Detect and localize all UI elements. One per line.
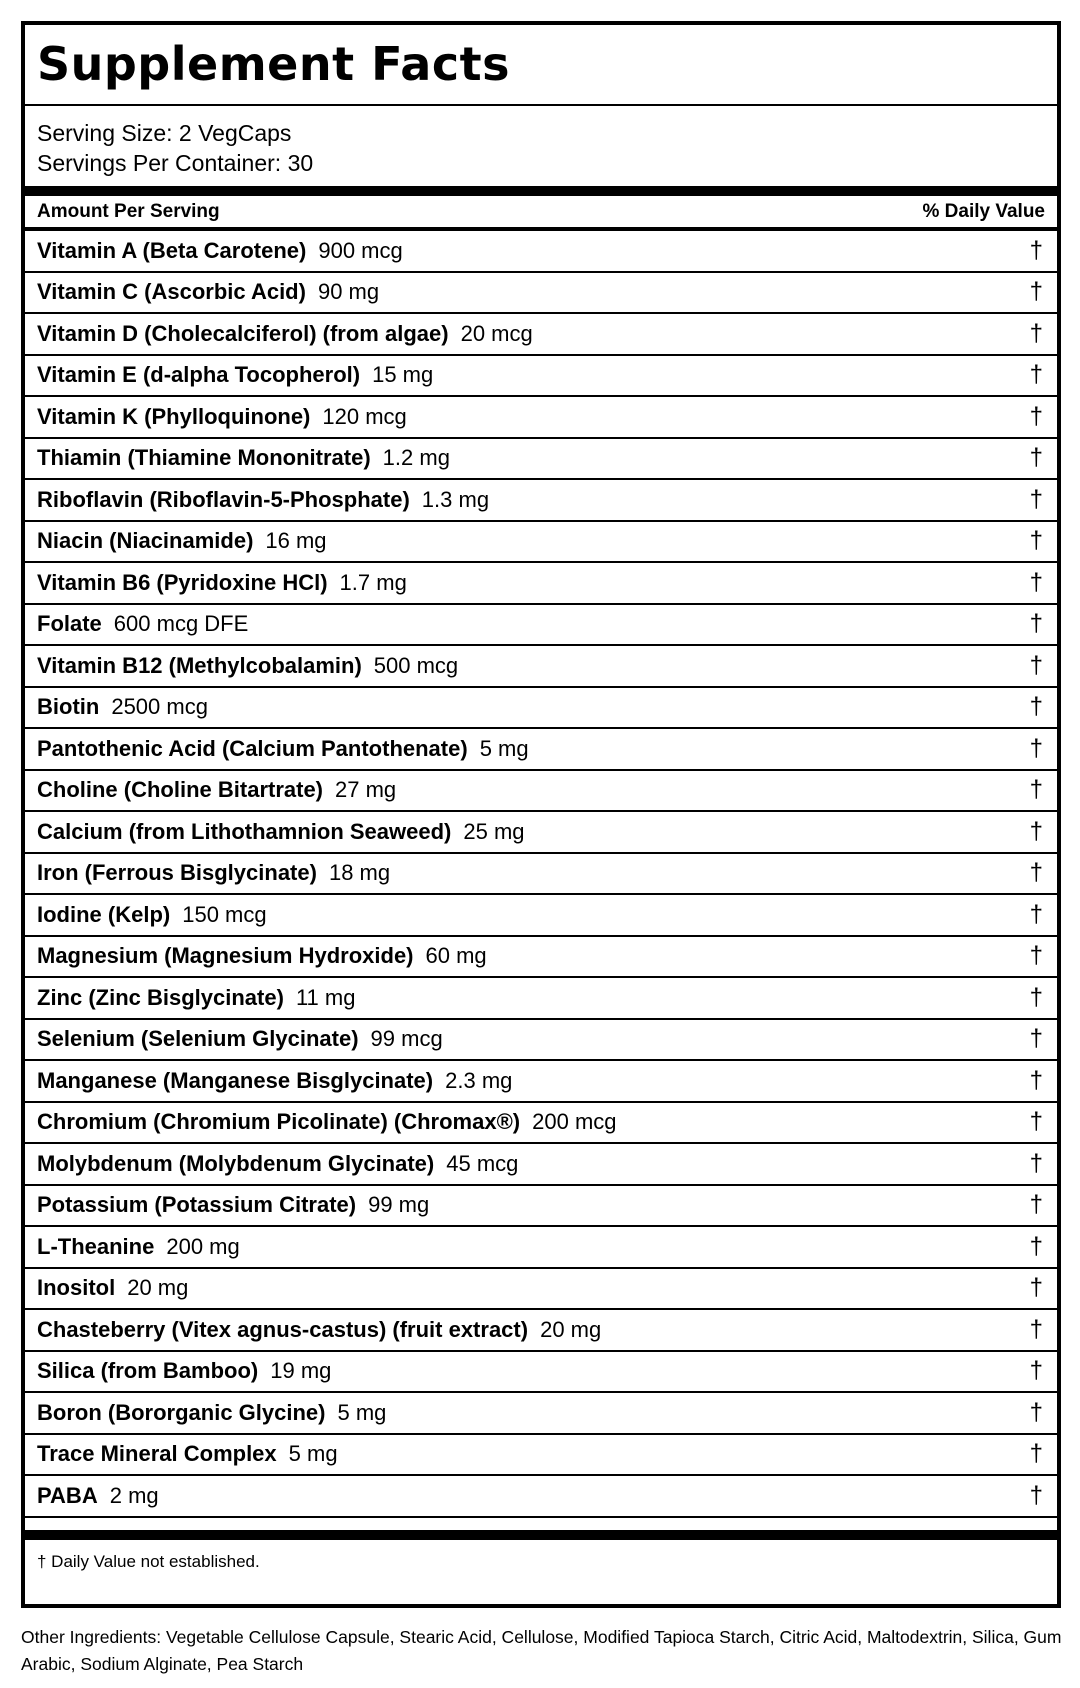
nutrient-name: Chromium (Chromium Picolinate) (Chromax®) <box>37 1109 521 1135</box>
daily-value-dagger: † <box>1029 817 1043 845</box>
thick-divider <box>25 186 1057 196</box>
nutrient-row <box>25 1227 1057 1269</box>
nutrient-amount: 25 mg <box>463 818 525 844</box>
nutrient-row <box>25 895 1057 937</box>
nutrient-name: Trace Mineral Complex <box>37 1441 277 1467</box>
nutrient-info <box>37 528 327 554</box>
nutrient-info <box>37 404 407 430</box>
nutrient-list <box>25 231 1057 1518</box>
nutrient-row <box>25 854 1057 896</box>
nutrient-info <box>37 1151 518 1177</box>
nutrient-amount: 1.7 mg <box>339 569 407 595</box>
nutrient-name: Molybdenum (Molybdenum Glycinate) <box>37 1150 435 1176</box>
daily-value-dagger: † <box>1029 734 1043 762</box>
nutrient-info <box>37 1192 429 1218</box>
nutrient-info <box>37 362 433 388</box>
nutrient-info <box>37 1234 240 1260</box>
nutrient-info <box>37 1483 159 1509</box>
nutrient-info <box>37 611 248 637</box>
nutrient-amount: 150 mcg <box>182 901 267 927</box>
daily-value-dagger: † <box>1029 568 1043 596</box>
daily-value-dagger: † <box>1029 776 1043 804</box>
nutrient-amount: 99 mg <box>368 1192 430 1218</box>
nutrient-amount: 2.3 mg <box>445 1067 513 1093</box>
daily-value-dagger: † <box>1029 1232 1043 1260</box>
nutrient-name: L-Theanine <box>37 1233 155 1259</box>
serving-info <box>25 106 1057 186</box>
daily-value-dagger: † <box>1029 527 1043 555</box>
daily-value-dagger: † <box>1029 942 1043 970</box>
daily-value-dagger: † <box>1029 859 1043 887</box>
nutrient-info <box>37 819 525 845</box>
nutrient-name: Thiamin (Thiamine Mononitrate) <box>37 445 371 471</box>
daily-value-dagger: † <box>1029 693 1043 721</box>
nutrient-name: Biotin <box>37 694 100 720</box>
nutrient-info <box>37 860 390 886</box>
nutrient-row <box>25 646 1057 688</box>
nutrient-name: Calcium (from Lithothamnion Seaweed) <box>37 818 452 844</box>
nutrient-info <box>37 985 355 1011</box>
nutrient-amount: 500 mcg <box>373 652 459 678</box>
footnote: † Daily Value not established. <box>37 1551 260 1571</box>
nutrient-row <box>25 563 1057 605</box>
daily-value-dagger: † <box>1029 444 1043 472</box>
daily-value-dagger: † <box>1029 1440 1043 1468</box>
nutrient-info <box>37 445 450 471</box>
nutrient-amount: 11 mg <box>295 984 356 1010</box>
nutrient-amount: 2 mg <box>109 1482 159 1508</box>
daily-value-dagger: † <box>1029 236 1043 264</box>
nutrient-row <box>25 978 1057 1020</box>
nutrient-name: Choline (Choline Bitartrate) <box>37 777 324 803</box>
nutrient-row <box>25 231 1057 273</box>
nutrient-info <box>37 1068 512 1094</box>
nutrient-row <box>25 771 1057 813</box>
nutrient-name: Potassium (Potassium Citrate) <box>37 1192 357 1218</box>
nutrient-name: Zinc (Zinc Bisglycinate) <box>37 984 284 1010</box>
nutrient-amount: 20 mg <box>540 1316 602 1342</box>
nutrient-info <box>37 1400 386 1426</box>
nutrient-name: Selenium (Selenium Glycinate) <box>37 1026 359 1052</box>
nutrient-name: Chasteberry (Vitex agnus-castus) (fruit extract) <box>37 1316 529 1342</box>
daily-value-dagger: † <box>1029 1149 1043 1177</box>
nutrient-name: Vitamin B12 (Methylcobalamin) <box>37 652 362 678</box>
nutrient-row <box>25 273 1057 315</box>
nutrient-amount: 90 mg <box>317 279 380 305</box>
nutrient-amount: 2500 mcg <box>111 694 208 720</box>
nutrient-row <box>25 1393 1057 1435</box>
nutrient-row <box>25 314 1057 356</box>
nutrient-row <box>25 1103 1057 1145</box>
thick-divider-bottom <box>25 1530 1057 1540</box>
daily-value-dagger: † <box>1029 1357 1043 1385</box>
nutrient-row <box>25 1476 1057 1518</box>
nutrient-row <box>25 1020 1057 1062</box>
nutrient-name: Magnesium (Magnesium Hydroxide) <box>37 943 414 969</box>
nutrient-amount: 60 mg <box>425 943 487 969</box>
daily-value-dagger: † <box>1029 319 1043 347</box>
nutrient-name: Iodine (Kelp) <box>37 901 171 927</box>
nutrient-amount: 5 mg <box>288 1441 338 1467</box>
nutrient-row <box>25 1352 1057 1394</box>
nutrient-amount: 900 mcg <box>318 237 403 263</box>
nutrient-amount: 27 mg <box>335 777 397 803</box>
nutrient-info <box>37 321 533 347</box>
nutrient-row <box>25 480 1057 522</box>
nutrient-row <box>25 439 1057 481</box>
nutrient-name: Vitamin C (Ascorbic Acid) <box>37 279 306 305</box>
nutrient-info <box>37 943 487 969</box>
nutrient-name: Boron (Bororganic Glycine) <box>37 1399 326 1425</box>
daily-value-dagger: † <box>1029 610 1043 638</box>
nutrient-name: Vitamin B6 (Pyridoxine HCl) <box>37 569 328 595</box>
nutrient-amount: 5 mg <box>479 735 529 761</box>
daily-value-label: % Daily Value <box>922 200 1045 222</box>
nutrient-name: Vitamin E (d-alpha Tocopherol) <box>37 362 361 388</box>
nutrient-row <box>25 1269 1057 1311</box>
nutrient-row <box>25 812 1057 854</box>
nutrient-amount: 99 mcg <box>370 1026 443 1052</box>
daily-value-dagger: † <box>1029 651 1043 679</box>
nutrient-row <box>25 1435 1057 1477</box>
nutrient-row <box>25 729 1057 771</box>
nutrient-amount: 200 mg <box>166 1233 240 1259</box>
nutrient-amount: 19 mg <box>270 1358 332 1384</box>
nutrient-info <box>37 694 208 720</box>
nutrient-amount: 600 mcg DFE <box>113 611 249 637</box>
daily-value-dagger: † <box>1029 1066 1043 1094</box>
nutrient-amount: 1.3 mg <box>421 486 490 512</box>
nutrient-amount: 18 mg <box>328 860 391 886</box>
daily-value-dagger: † <box>1029 361 1043 389</box>
nutrient-row <box>25 522 1057 564</box>
nutrient-info <box>37 902 267 928</box>
nutrient-info <box>37 1358 331 1384</box>
nutrient-name: Riboflavin (Riboflavin-5-Phosphate) <box>37 486 410 512</box>
nutrient-row <box>25 1186 1057 1228</box>
nutrient-info <box>37 1441 338 1467</box>
other-ingredients: Other Ingredients: Vegetable Cellulose Capsule, Stearic Acid, Cellulose, Modified Tapioca Starch, Citric Acid, Maltodextrin, Silica, Gum Arabic, Sodium Alginate, Pea Starch <box>21 1627 1062 1674</box>
nutrient-row <box>25 356 1057 398</box>
nutrient-amount: 120 mcg <box>322 403 407 429</box>
daily-value-dagger: † <box>1029 1398 1043 1426</box>
nutrient-amount: 1.2 mg <box>382 445 450 471</box>
nutrient-row <box>25 605 1057 647</box>
daily-value-dagger: † <box>1029 983 1043 1011</box>
amount-per-serving-label: Amount Per Serving <box>37 200 220 222</box>
nutrient-row <box>25 1310 1057 1352</box>
daily-value-dagger: † <box>1029 402 1043 430</box>
nutrient-name: Manganese (Manganese Bisglycinate) <box>37 1067 434 1093</box>
nutrient-name: Iron (Ferrous Bisglycinate) <box>37 860 317 886</box>
servings-per-container: Servings Per Container: 30 <box>37 150 314 176</box>
nutrient-amount: 200 mcg <box>532 1109 617 1135</box>
nutrient-name: Niacin (Niacinamide) <box>37 528 254 554</box>
nutrient-amount: 20 mcg <box>460 320 533 346</box>
nutrient-name: Silica (from Bamboo) <box>37 1358 259 1384</box>
daily-value-dagger: † <box>1029 900 1043 928</box>
nutrient-info <box>37 238 403 264</box>
daily-value-dagger: † <box>1029 1274 1043 1302</box>
nutrient-info <box>37 570 407 596</box>
daily-value-dagger: † <box>1029 278 1043 306</box>
nutrient-name: Pantothenic Acid (Calcium Pantothenate) <box>37 735 468 761</box>
nutrient-name: PABA <box>37 1482 98 1508</box>
daily-value-dagger: † <box>1029 1481 1043 1509</box>
nutrient-info <box>37 487 489 513</box>
daily-value-dagger: † <box>1029 485 1043 513</box>
nutrient-info <box>37 1109 617 1135</box>
nutrient-amount: 5 mg <box>337 1399 387 1425</box>
daily-value-dagger: † <box>1029 1108 1043 1136</box>
nutrient-row <box>25 937 1057 979</box>
nutrient-name: Folate <box>37 611 102 637</box>
spacer <box>25 1518 1057 1530</box>
nutrient-name: Vitamin D (Cholecalciferol) (from algae) <box>37 320 449 346</box>
serving-size: Serving Size: 2 VegCaps <box>37 120 292 146</box>
supplement-facts-panel <box>21 21 1061 1608</box>
nutrient-row <box>25 1061 1057 1103</box>
nutrient-info <box>37 1026 443 1052</box>
nutrient-amount: 45 mcg <box>446 1150 519 1176</box>
nutrient-name: Vitamin A (Beta Carotene) <box>37 237 307 263</box>
daily-value-dagger: † <box>1029 1315 1043 1343</box>
daily-value-dagger: † <box>1029 1191 1043 1219</box>
nutrient-name: Vitamin K (Phylloquinone) <box>37 403 311 429</box>
nutrient-amount: 20 mg <box>127 1275 189 1301</box>
panel-title: Supplement Facts <box>37 37 510 91</box>
nutrient-amount: 16 mg <box>265 528 327 554</box>
nutrient-row <box>25 1144 1057 1186</box>
nutrient-info <box>37 777 396 803</box>
nutrient-row <box>25 688 1057 730</box>
column-header <box>25 196 1057 231</box>
nutrient-info <box>37 1275 188 1301</box>
nutrient-info <box>37 279 379 305</box>
nutrient-row <box>25 397 1057 439</box>
nutrient-name: Inositol <box>37 1275 116 1301</box>
nutrient-info <box>37 1317 601 1343</box>
nutrient-amount: 15 mg <box>372 362 434 388</box>
daily-value-dagger: † <box>1029 1025 1043 1053</box>
nutrient-info <box>37 653 458 679</box>
nutrient-info <box>37 736 529 762</box>
